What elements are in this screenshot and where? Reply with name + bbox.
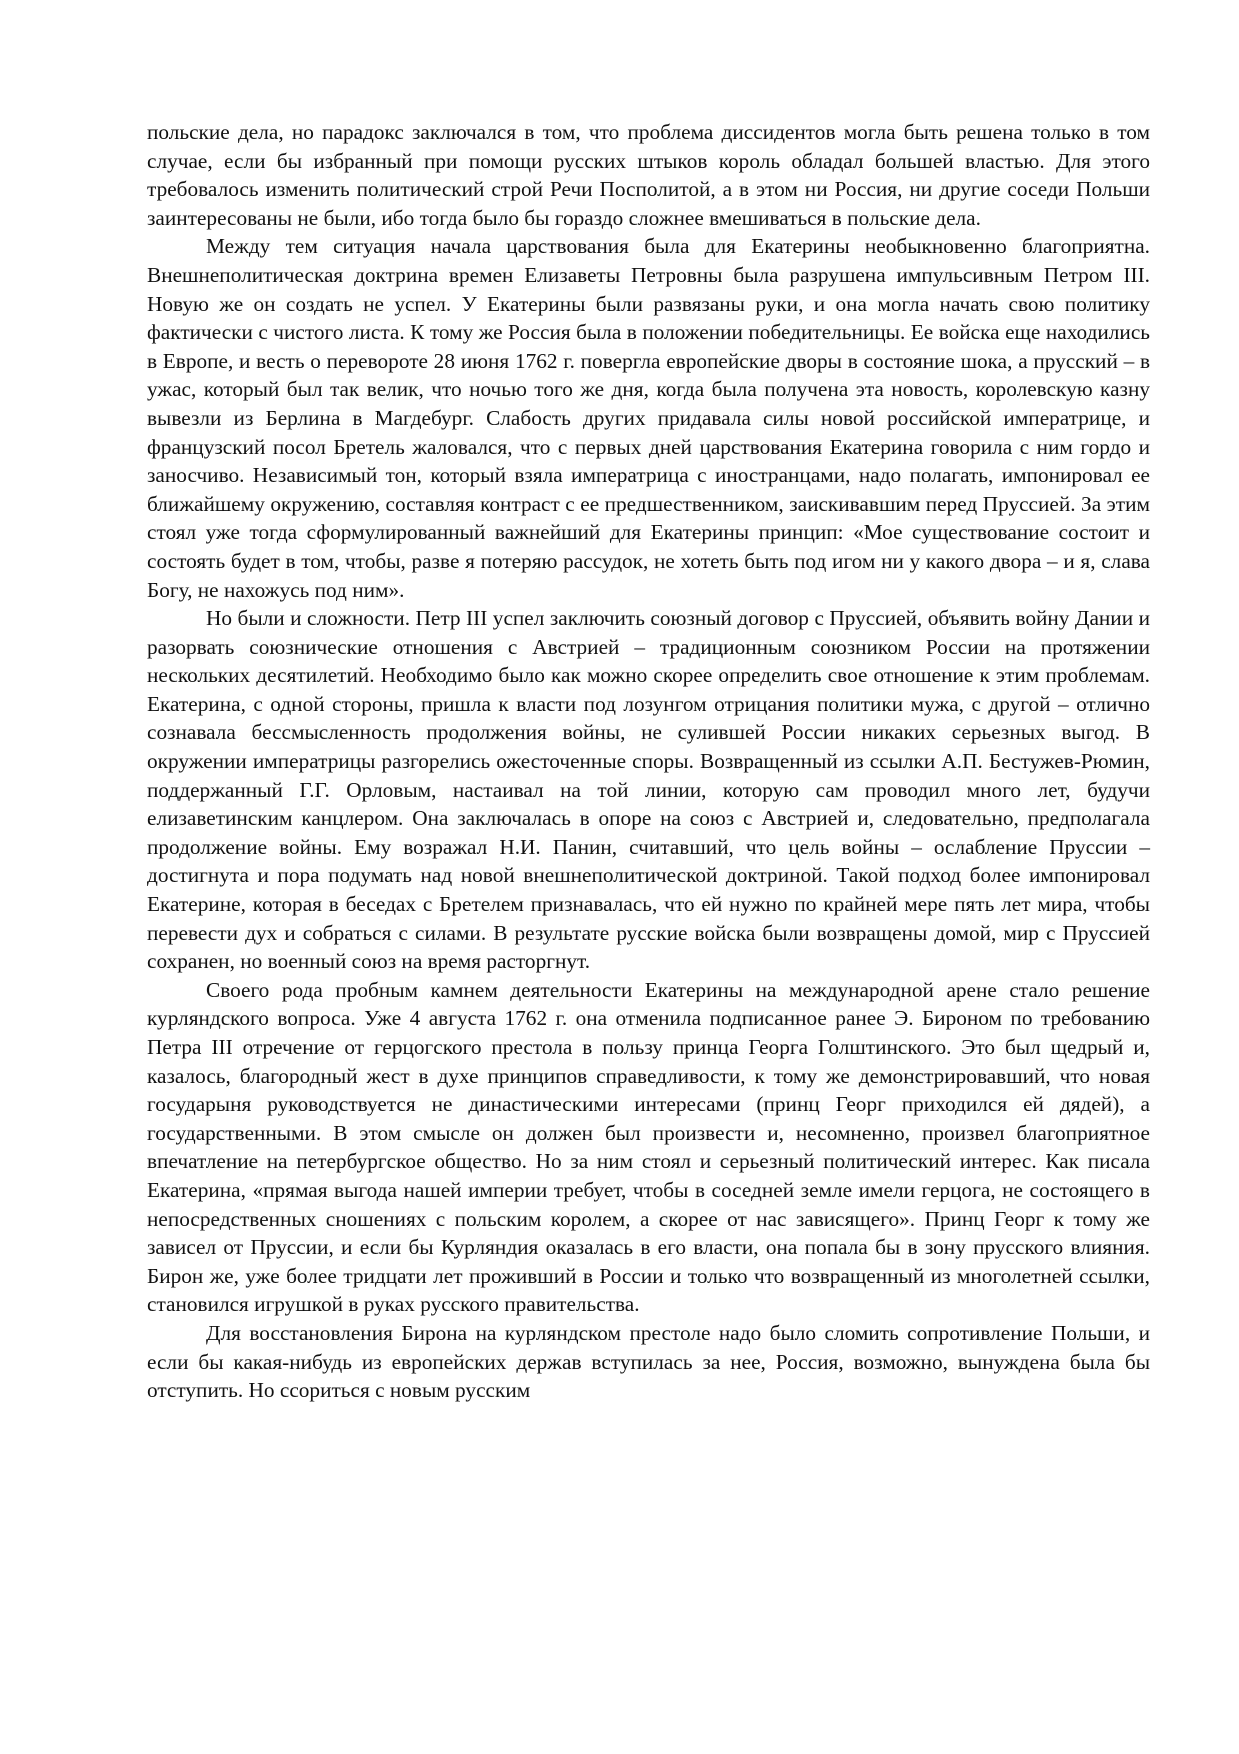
paragraph-1: польские дела, но парадокс заключался в том, что проблема диссидентов могла быть решена только в том случае, если бы избранный при помощи русских штыков король обладал большей властью. Для этого требовалось изменить политический строй Речи Посполитой, а в этом ни Россия, ни другие соседи Польши заинтересованы не были, ибо тогда было бы гораздо сложнее вмешиваться в польские дела. [147,120,1150,230]
paragraph-4: Своего рода пробным камнем деятельности Екатерины на международной арене стало решение курляндского вопроса. Уже 4 августа 1762 г. она отменила подписанное ранее Э. Бироном по требованию Петра III отречение от герцогского престола в пользу принца Георга Голштинского. Это был щедрый и, казалось, благородный жест в духе принципов справедливости, к тому же демонстрировавший, что новая государыня руководствуется не династическими интересами (принц Георг приходился ей дядей), а государственными. В этом смысле он должен был произвести и, несомненно, произвел благоприятное впечатление на петербургское общество. Но за ним стоял и серьезный политический интерес. Как писала Екатерина, «прямая выгода нашей империи требует, чтобы в соседней земле имели герцога, не состоящего в непосредственных сношениях с польским королем, а скорее от нас зависящего». Принц Георг к тому же зависел от Пруссии, и если бы Курляндия оказалась в его власти, она попала бы в зону прусского влияния. Бирон же, уже более тридцати лет проживший в России и только что возвращенный из многолетней ссылки, становился игрушкой в руках русского правительства. [147,977,1150,1317]
paragraph-3: Но были и сложности. Петр III успел заключить союзный договор с Пруссией, объявить войну Дании и разорвать союзнические отношения с Австрией – традиционным союзником России на протяжении нескольких десятилетий. Необходимо было как можно скорее определить свое отношение к этим проблемам. Екатерина, с одной стороны, пришла к власти под лозунгом отрицания политики мужа, с другой – отлично сознавала бессмысленность продолжения войны, не сулившей России никаких серьезных выгод. В окружении императрицы разгорелись ожесточенные споры. Возвращенный из ссылки А.П. Бестужев-Рюмин, поддержанный Г.Г. Орловым, настаивал на той линии, которую сам проводил много лет, будучи елизаветинским канцлером. Она заключалась в опоре на союз с Австрией и, следовательно, предполагала продолжение войны. Ему возражал Н.И. Панин, считавший, что цель войны – ослабление Пруссии – достигнута и пора подумать над новой внешнеполитической доктриной. Такой подход более импонировал Екатерине, которая в беседах с Бретелем признавалась, что ей нужно по крайней мере пять лет мира, чтобы перевести дух и собраться с силами. В результате русские войска были возвращены домой, мир с Пруссией сохранен, но военный союз на время расторгнут. [147,606,1150,974]
paragraph-5: Для восстановления Бирона на курляндском престоле надо было сломить сопротивление Польши, и если бы какая-нибудь из европейских держав вступилась за нее, Россия, возможно, вынуждена была бы отступить. Но ссориться с новым русским [147,1320,1150,1403]
paragraph-2: Между тем ситуация начала царствования была для Екатерины необыкновенно благоприятна. Внешнеполитическая доктрина времен Елизаветы Петровны была разрушена импульсивным Петром III. Новую же он создать не успел. У Екатерины были развязаны руки, и она могла начать свою политику фактически с чистого листа. К тому же Россия была в положении победительницы. Ее войска еще находились в Европе, и весть о перевороте 28 июня 1762 г. повергла европейские дворы в состояние шока, а прусский – в ужас, который был так велик, что ночью того же дня, когда была получена эта новость, королевскую казну вывезли из Берлина в Магдебург. Слабость других придавала силы новой российской императрице, и французский посол Бретель жаловался, что с первых дней царствования Екатерина говорила с ним гордо и заносчиво. Независимый тон, который взяла императрица с иностранцами, надо полагать, импонировал ее ближайшему окружению, составляя контраст с ее предшественником, заискивавшим перед Пруссией. За этим стоял уже тогда сформулированный важнейший для Екатерины принцип: «Мое существование состоит и состоять будет в том, чтобы, разве я потеряю рассудок, не хотеть быть под игом ни у какого двора – и я, слава Богу, не нахожусь под ним». [147,234,1150,602]
document-page [147,118,1150,1405]
